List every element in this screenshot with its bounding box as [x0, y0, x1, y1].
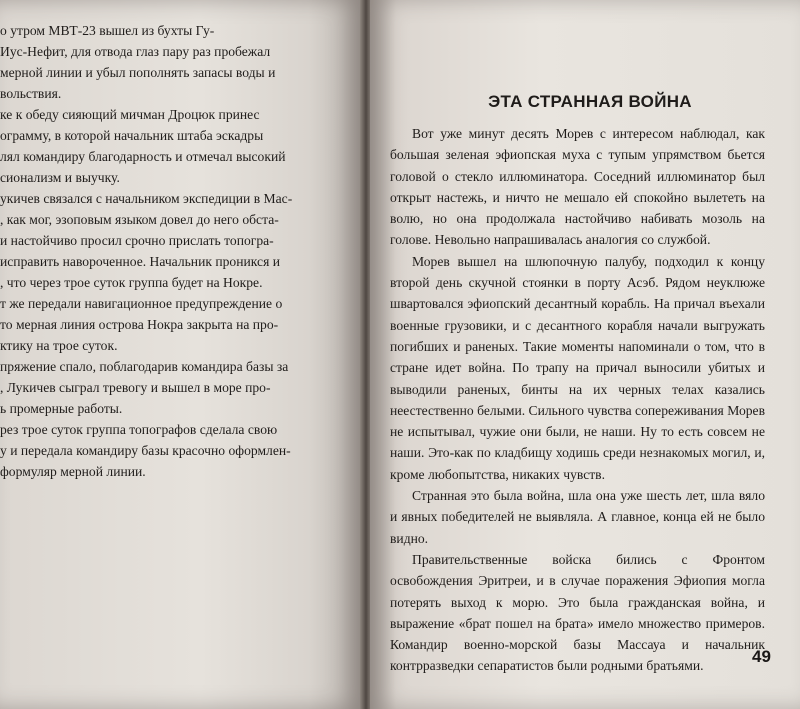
left-line: у и передала командиру базы красочно оформлен-: [0, 443, 291, 458]
left-line: , Лукичев сыграл тревогу и вышел в море про-: [0, 380, 271, 395]
left-line: рез трое суток группа топографов сделала свою: [0, 422, 278, 437]
left-line: укичев связался с начальником экспедиции в Мас-: [0, 191, 293, 206]
page-number: 49: [752, 647, 771, 666]
left-line: сионализм и выучку.: [0, 170, 120, 185]
left-line: т же передали навигационное предупреждение о: [0, 296, 283, 311]
left-line: о утром МВТ-23 вышел из бухты Гу-: [0, 23, 215, 38]
left-line: и настойчиво просил срочно прислать топогра-: [0, 233, 274, 248]
left-line: мерной линии и убыл пополнять запасы воды и: [0, 65, 276, 80]
left-line: , что через трое суток группа будет на Нокре.: [0, 275, 263, 290]
right-page-text: [390, 123, 765, 677]
left-line: вольствия.: [0, 86, 62, 101]
left-line: пряжение спало, поблагодарив командира базы за: [0, 359, 289, 374]
left-line: ктику на трое суток.: [0, 338, 118, 353]
left-line: , как мог, эзоповым языком довел до него обста-: [0, 212, 279, 227]
left-line: лял командиру благодарность и отмечал высокий: [0, 149, 286, 164]
left-line: Иус-Нефит, для отвода глаз пару раз пробежал: [0, 44, 271, 59]
left-page: [0, 0, 363, 709]
paragraph: Вот уже минут десять Морев с интересом наблюдал, как большая зеленая эфиопская муха с тупым упрямством бьется головой о стекло иллюминатора. Соседний иллюминатор был открыт настежь, и ничто не мешало ей спокойно вылететь на волю, но она продолжала настойчиво набивать мозоль на голове. Невольно напрашивалась аналогия со службой.: [390, 126, 765, 248]
left-line: ограмму, в которой начальник штаба эскадры: [0, 128, 264, 143]
left-line: то мерная линия острова Нокра закрыта на про-: [0, 317, 279, 332]
left-line: исправить навороченное. Начальник проникся и: [0, 254, 281, 269]
paragraph: Морев вышел на шлюпочную палубу, подходил к концу второй день скучной стоянки в порту Асэб. Рядом неуклюже швартовался эфиопский десантный корабль. На причал въехали военные грузовики, и с десантного корабля начали выгружать погибших и раненых. Такие моменты напоминали о том, что в стране идет война. По трапу на причал выносили убитых и выводили раненых, бинты на их черных телах казались неестественно белыми. Сильного чувства сопереживания Морев не испытывал, чужие они были, не наши. Ну то есть совсем не наши. Это-как по кладбищу ходишь среди незнакомых могил, и, кроме любопытства, никаких чувств.: [390, 253, 765, 482]
left-line: ь промерные работы.: [0, 401, 123, 416]
chapter-title: ЭТА СТРАННАЯ ВОЙНА: [488, 92, 692, 111]
paragraph: Странная это была война, шла она уже шесть лет, шла вяло и явных победителей не выявляла. А главное, конца ей не было видно.: [390, 488, 765, 546]
left-line: ке к обеду сияющий мичман Дроцюк принес: [0, 107, 260, 122]
left-page-text: [0, 20, 328, 482]
paragraph: Правительственные войска бились с Фронтом освобождения Эритреи, и в случае поражения Эфиопия могла потерять выход к морю. Это была гражданская война, и выражение «брат пошел на брата» имело множество примеров. Командир военно-морской базы Массауа и начальник контрразведки сепаратистов были родными братьями.: [390, 551, 765, 674]
right-page: [370, 0, 800, 709]
left-line: формуляр мерной линии.: [0, 464, 146, 479]
